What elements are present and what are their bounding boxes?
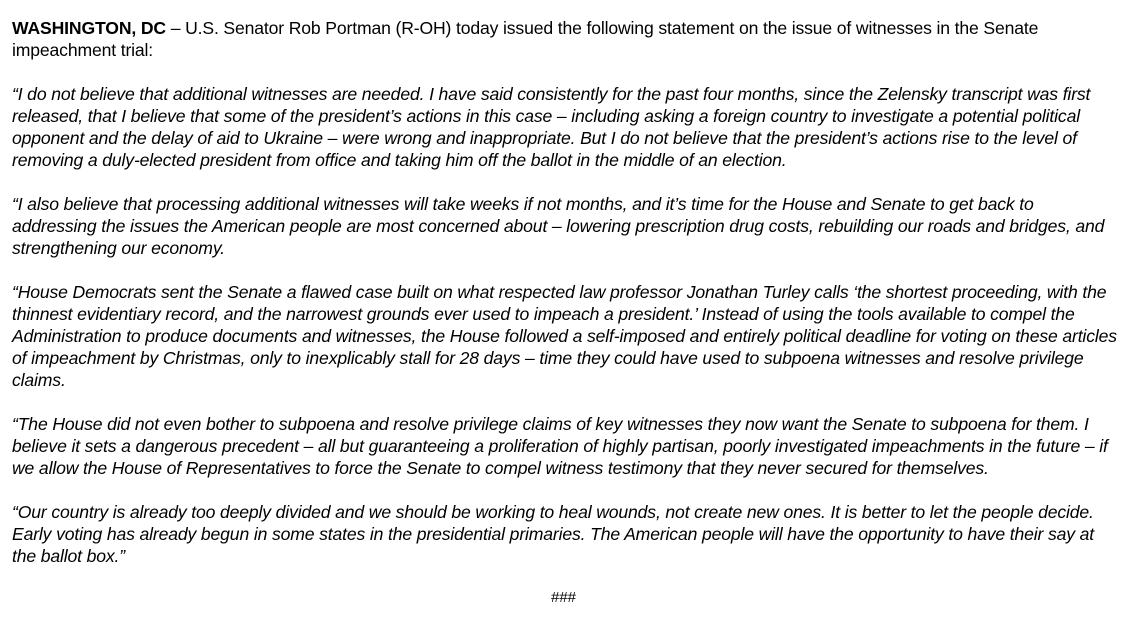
intro-paragraph <box>12 17 1120 61</box>
quote-paragraph: “The House did not even bother to subpoena and resolve privilege claims of key witnesses they now want the Senate to subpoena for them. I believe it sets a dangerous precedent – all but guaranteeing a proliferation of highly partisan, poorly investigated impeachments in the future – if we allow the House of Representatives to force the Senate to compel witness testimony that they never secured for themselves. <box>12 414 1108 478</box>
paragraph-gap <box>12 391 1120 413</box>
quote-paragraph: “Our country is already too deeply divided and we should be working to heal wounds, not create new ones. It is better to let the people decide. Early voting has already begun in some states in the presidential primaries. The American people will have the opportunity to have their say at the ballot box.” <box>12 502 1095 566</box>
paragraph-gap <box>12 259 1120 281</box>
paragraph-gap <box>12 479 1120 501</box>
quote-paragraph: “I also believe that processing additional witnesses will take weeks if not months, and it’s time for the House and Senate to get back to addressing the issues the American people are most concerned about – lowering prescription drug costs, rebuilding our roads and bridges, and strengthening our economy. <box>12 194 1105 258</box>
intro-text: – U.S. Senator Rob Portman (R-OH) today issued the following statement on the issue of witnesses in the Senate impeachment trial: <box>12 18 1039 60</box>
quote-paragraph: “I do not believe that additional witnesses are needed. I have said consistently for the past four months, since the Zelensky transcript was first released, that I believe that some of the president’s actions in this case – including asking a foreign country to investigate a potential political opponent and the delay of aid to Ukraine – were wrong and inappropriate. But I do not believe that the president’s actions rise to the level of removing a duly-elected president from office and taking him off the ballot in the middle of an election. <box>12 84 1091 170</box>
quote-paragraph: “House Democrats sent the Senate a flawed case built on what respected law professor Jonathan Turley calls ‘the shortest proceeding, with the thinnest evidentiary record, and the narrowest grounds ever used to impeach a president.’ Instead of using the tools available to compel the Administration to produce documents and witnesses, the House followed a self-imposed and entirely political deadline for voting on these articles of impeachment by Christmas, only to inexplicably stall for 28 days – time they could have used to subpoena witnesses and resolve privilege claims. <box>12 282 1117 390</box>
paragraph-gap <box>12 61 1120 83</box>
end-mark: ### <box>550 589 577 606</box>
paragraph-gap <box>12 171 1120 193</box>
press-release-body <box>12 17 1120 567</box>
dateline: WASHINGTON, DC <box>12 18 166 38</box>
